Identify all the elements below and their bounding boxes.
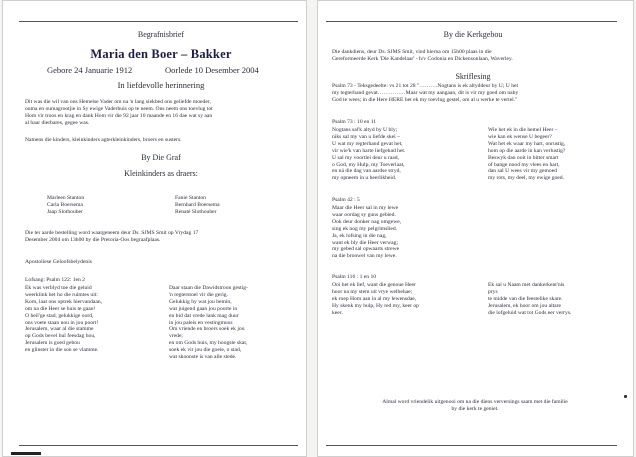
verse-line: ek roep Hom aan in al my lewensdae, (332, 295, 417, 302)
verse-line: wat juigend gaan jou poorte in (169, 305, 238, 312)
bearer-name: Marleen Stanton (47, 195, 85, 201)
verse-line: wat skoonste is van alle stede. (169, 354, 237, 361)
ps116-left-verse (332, 282, 472, 317)
verse-line: Ek sal u Naam met dankerkent'nis (488, 282, 565, 288)
verse-line: my gebed sal opwaarts strewe (332, 246, 400, 253)
closing-line: by die kerk te geniet. (451, 405, 499, 412)
bearer-name: Fanie Stanton (175, 195, 206, 201)
ps42-verse (332, 205, 472, 260)
verse-line: om na die Heer se huis te gaan! (25, 305, 96, 312)
verse-line: want ek bly die Heer verwag; (332, 239, 399, 246)
thanks-paragraph (332, 49, 620, 63)
verse-line: vrede; (169, 333, 183, 340)
verse-line: Jerusalem, waar al die stamme (25, 326, 94, 333)
verse-line: Kom, laat ons optrek hiervandaan, (25, 298, 103, 305)
intro-line: ouma en oumagrootjie in Sy ewige Vaderhuis op te neem. Ons neem ons toevlug tot (25, 105, 213, 112)
closing-line: Almal word vriendelik uitgenooi om na die diens verversings saam met die familie (382, 399, 568, 405)
verse-line: soek ek vir jou die goeie, o stad, (169, 347, 242, 354)
thanks-line: Gereformeerde Kerk 'Die Kandelaar' - h/v Codonia en Dickensonlaan, Waverley. (332, 55, 513, 62)
verse-line: Ja, ek lofsing in die nag, (332, 232, 387, 239)
verse-line: hoor na my stem uit vrye welbehae; (332, 288, 413, 295)
verse-line: Ek was verblyd toe die geluid (25, 285, 92, 291)
bearers-heading: Kleinkinders as draers: (124, 169, 198, 178)
reading-heading: Skriflesing (455, 72, 491, 81)
verse-line: o God, my Hulp, my Toeverlaat, (332, 161, 405, 168)
memory-heading: In liefdevolle herinnering (117, 80, 205, 90)
verse-line: Maar die Heer sal in my lewe (332, 205, 399, 211)
intro-line: Dit was die wil van ons Hemelse Vader om na 'n lang siekbed ons geliefde moeder, (25, 99, 211, 105)
intro-line: al haar dierbares, gegee was. (25, 119, 90, 126)
text-verse-line: God te wees; in die Here HERE het ek my toevlug gestel, om al u werke te vertel." (332, 96, 518, 103)
bearers-left (47, 195, 84, 216)
song-heading: Lofsang: Psalm 122: 1en 2 (25, 277, 85, 283)
verse-line: Ooi het ek lief, want die genoue Heer (332, 282, 416, 288)
death-date: Oorlede 10 Desember 2004 (165, 65, 259, 75)
verse-line: Wat het ek waar my hart, onrustig, (488, 140, 566, 147)
verse-line: te midde van die feestelike skare. (488, 295, 563, 302)
creed-label: Apostoliese Geloofsbelydenis (25, 259, 92, 265)
verse-line: sing ek nog my pelgrimslied. (332, 225, 398, 232)
verse-line: Hy skenk my hulp, Hy red my, keer op (332, 302, 419, 309)
right-page (317, 0, 634, 457)
verse-line: en om Gods huis, my hoogste skat, (169, 340, 248, 347)
song-right-verse (169, 285, 301, 361)
ps73-right-verse (488, 127, 620, 182)
closing-paragraph (328, 399, 622, 413)
verse-line: niks sal my van u liefde skei – (332, 133, 400, 140)
verse-line: op Gods bevel hul feesdag hou, (25, 333, 96, 340)
bearers-right (175, 195, 220, 216)
verse-line: prys (488, 288, 498, 295)
relatives-line: Namens die kinders, kleinkinders agterkleinkinders, broers en susters. (25, 137, 182, 143)
verse-line: hom op die aarde in kan verlustig? (488, 147, 566, 154)
verse-line: ons voete staan nou in jou poort! (25, 319, 99, 326)
verse-line: Gelukkig hy wat jou bemin, (169, 298, 232, 305)
text-verse (332, 83, 622, 104)
grave-heading: By Die Graf (141, 153, 181, 162)
bearer-name: Jaap Slothouber (47, 208, 83, 215)
birth-date: Gebore 24 Januarie 1912 (47, 65, 133, 75)
intro-paragraph (25, 99, 301, 127)
verse-line: O heil'ge stad, gelukkige oord, (25, 312, 94, 319)
ps42-label: Psalm 42 : 5 (332, 197, 360, 203)
margin-mark (624, 395, 627, 398)
verse-line: U wat my regterhand gevat het, (332, 140, 403, 147)
text-verse-line: Psalm 73 - Teksgedeelte: vs 21 tot 28 "……….Nogtans is ek altyddeur by U; U het (332, 83, 519, 89)
thanks-line: Die dankdiens, deur Ds. SJMS Smit, vind hierna om 15h00 plaas in die (332, 49, 492, 55)
verse-line: Beswyk dan ooit in bitter smart (488, 154, 559, 161)
ps116-label: Psalm 116 : 1 en 10 (332, 274, 377, 280)
verse-line: en bid dat vrede lank mag duur (169, 312, 239, 319)
verse-line: Jerusalem, ek hoor om jou altare (488, 302, 562, 309)
verse-line: Jerusalem is goed gebou (25, 340, 80, 347)
song-left-verse (25, 285, 149, 354)
verse-line: en ná die dag van aardse stryd, (332, 168, 401, 175)
verse-line: U sal my voortlei deur u raad, (332, 154, 399, 161)
left-page (2, 0, 307, 457)
ps116-right-verse (488, 282, 620, 317)
text-verse-line: my tegterhand gevat……………Maar wat my aangaan, dit is vir my goed om naby (332, 89, 519, 96)
church-heading: By die Kerkgebou (443, 30, 503, 39)
verse-line: of bange nood my vlees en hart, (488, 161, 560, 168)
verse-line: Daar staan die Dawidstroon gestig- (169, 285, 248, 291)
verse-line: Nogtans sal'k altyd by U bly; (332, 127, 398, 133)
bearer-name: Carla Boersema (47, 201, 83, 208)
deceased-name: Maria den Boer – Bakker (90, 47, 232, 61)
verse-line: vir wie'k van harte liefgehad het. (332, 147, 406, 154)
verse-line: die lofgeluid wat tot Gods eer verrys. (488, 309, 572, 316)
verse-line: 'n regterstoel vir die gerig. (169, 291, 228, 298)
verse-line: Wie het ek in die hemel Heer – (488, 127, 558, 133)
verse-line: dan sal U wees vir my gemoed (488, 168, 557, 175)
verse-line: my rots, my deel, my ewige goed. (488, 175, 564, 182)
document-title: Begrafnisbrief (137, 30, 185, 39)
crop-mark (11, 452, 41, 455)
bearer-name: Bernhard Boersema (175, 201, 220, 208)
verse-line: Ook deur donker nag omgewe, (332, 218, 402, 225)
verse-line: keer. (332, 309, 343, 316)
service-line: Die ter aarde bestelling word waargeneem deur Ds. SJMS Smit op Vrydag 17 (25, 230, 199, 236)
verse-line: weerklink het ho die ruimtes uit: (25, 291, 98, 298)
verse-line: na die bronwel van my lewe. (332, 253, 397, 260)
service-paragraph (25, 230, 301, 244)
ps73-left-verse (332, 127, 462, 182)
verse-line: my opneem in u heerlikheid. (332, 175, 397, 182)
ps73-label: Psalm 73 : 10 en 11 (332, 119, 377, 125)
verse-line: Om vriende en broers soek ek jou (169, 326, 245, 333)
intro-line: Hom vir troos en krag en dank Hom vir die 92 jaar 10 maande en 16 dae wat sy aan (25, 112, 213, 119)
verse-line: waar oordag sy guns gebied. (332, 211, 396, 218)
verse-line: wie kan ek wense U begeer? (488, 133, 552, 140)
verse-line: en glinster in die son se vlamme. (25, 347, 99, 354)
bearer-name: Renaté Slothouber (175, 208, 217, 215)
service-line: Desember 2004 om 13h00 by die Pretoria-Oos begraafplaas. (25, 236, 161, 243)
verse-line: in jou paleis en vestingmuur. (169, 319, 234, 326)
